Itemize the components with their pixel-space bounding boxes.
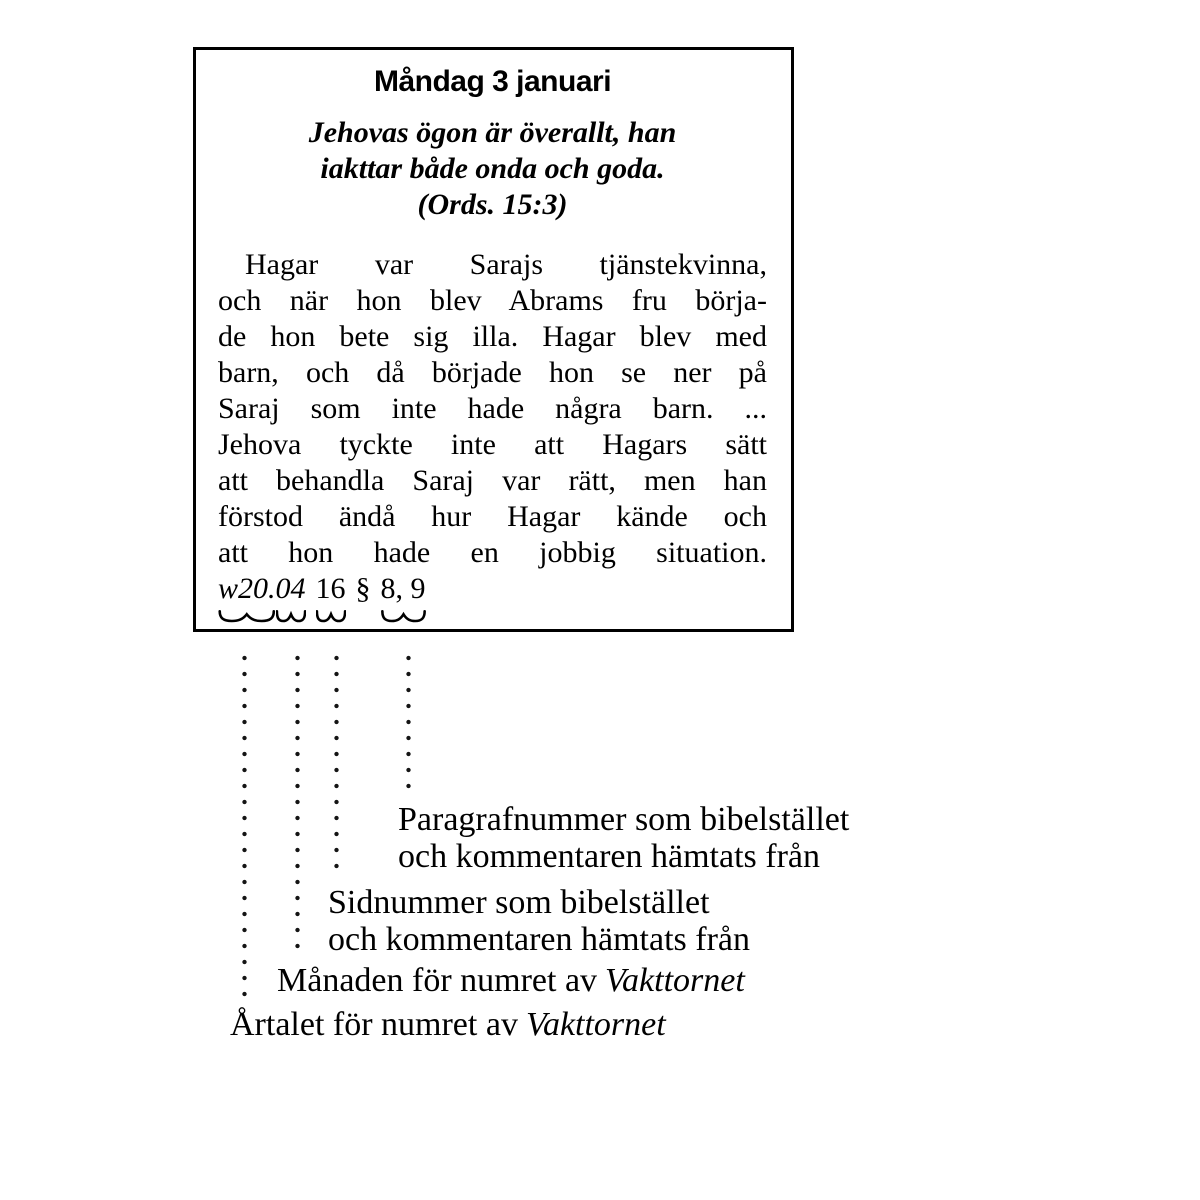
citation-page-number: 16 [315,572,346,605]
scripture-line: iakttar både onda och goda. [320,152,665,185]
comment-line: Jehova tyckte inte att Hagars sätt [218,428,767,461]
comment-line: att hon hade en jobbig situation. [218,536,767,569]
page-number-label-line2: och kommentaren hämtats från [328,921,751,958]
scripture-line: Jehovas ögon är överallt, han [308,116,677,149]
dotted-leader-line-month [295,650,300,956]
comment-line: Saraj som inte hade några barn. ... [218,392,767,425]
underbrace-paragraphs-icon [381,609,426,624]
paragraph-number-label-line1: Paragrafnummer som bibelstället [398,801,850,838]
comment-line: och när hon blev Abrams fru börja- [218,284,767,317]
scripture-reference: (Ords. 15:3) [417,188,568,221]
comment-line: Hagar var Sarajs tjänstekvinna, [245,248,767,281]
paragraph-number-label-line2: och kommentaren hämtats från [398,838,821,875]
comment-line: att behandla Saraj var rätt, men han [218,464,767,497]
date-heading: Måndag 3 januari [373,65,612,98]
year-label-text: Årtalet för numret av [230,1006,518,1043]
dotted-leader-line-paragraph [406,650,411,792]
comment-line: de hon bete sig illa. Hagar blev med [218,320,767,353]
citation-page-segment [316,571,346,607]
dotted-leader-line-year [242,650,247,1006]
daily-text-card [193,47,794,632]
month-label-text: Månaden för numret av [277,962,598,999]
citation-month: 04 [275,572,306,605]
underbrace-year-icon [218,609,276,624]
year-label-publication-name: Vakttornet [525,1006,666,1043]
citation-year: w20. [218,572,276,605]
dotted-leader-line-page [334,650,339,874]
page-number-label-line1: Sidnummer som bibelstället [328,884,710,921]
citation-paragraph-numbers: 8, 9 [380,572,426,605]
month-label-publication-name: Vakttornet [605,962,745,999]
underbrace-page-icon [316,609,346,624]
page-number-label [328,884,750,958]
comment-line: barn, och då började hon se ner på [218,356,767,389]
year-label [230,1006,666,1043]
comment-line: förstod ändå hur Hagar kände och [218,500,767,533]
citation-paragraph-sign: § [355,572,371,605]
month-label [277,962,745,999]
scripture-quote [218,115,767,223]
paragraph-number-label [398,801,849,875]
citation-line [218,571,767,607]
comment-paragraph [218,247,767,607]
citation-year-segment [218,571,276,607]
citation-paragraphs-segment [381,571,426,607]
citation-month-segment [276,571,306,607]
underbrace-month-icon [276,609,306,624]
